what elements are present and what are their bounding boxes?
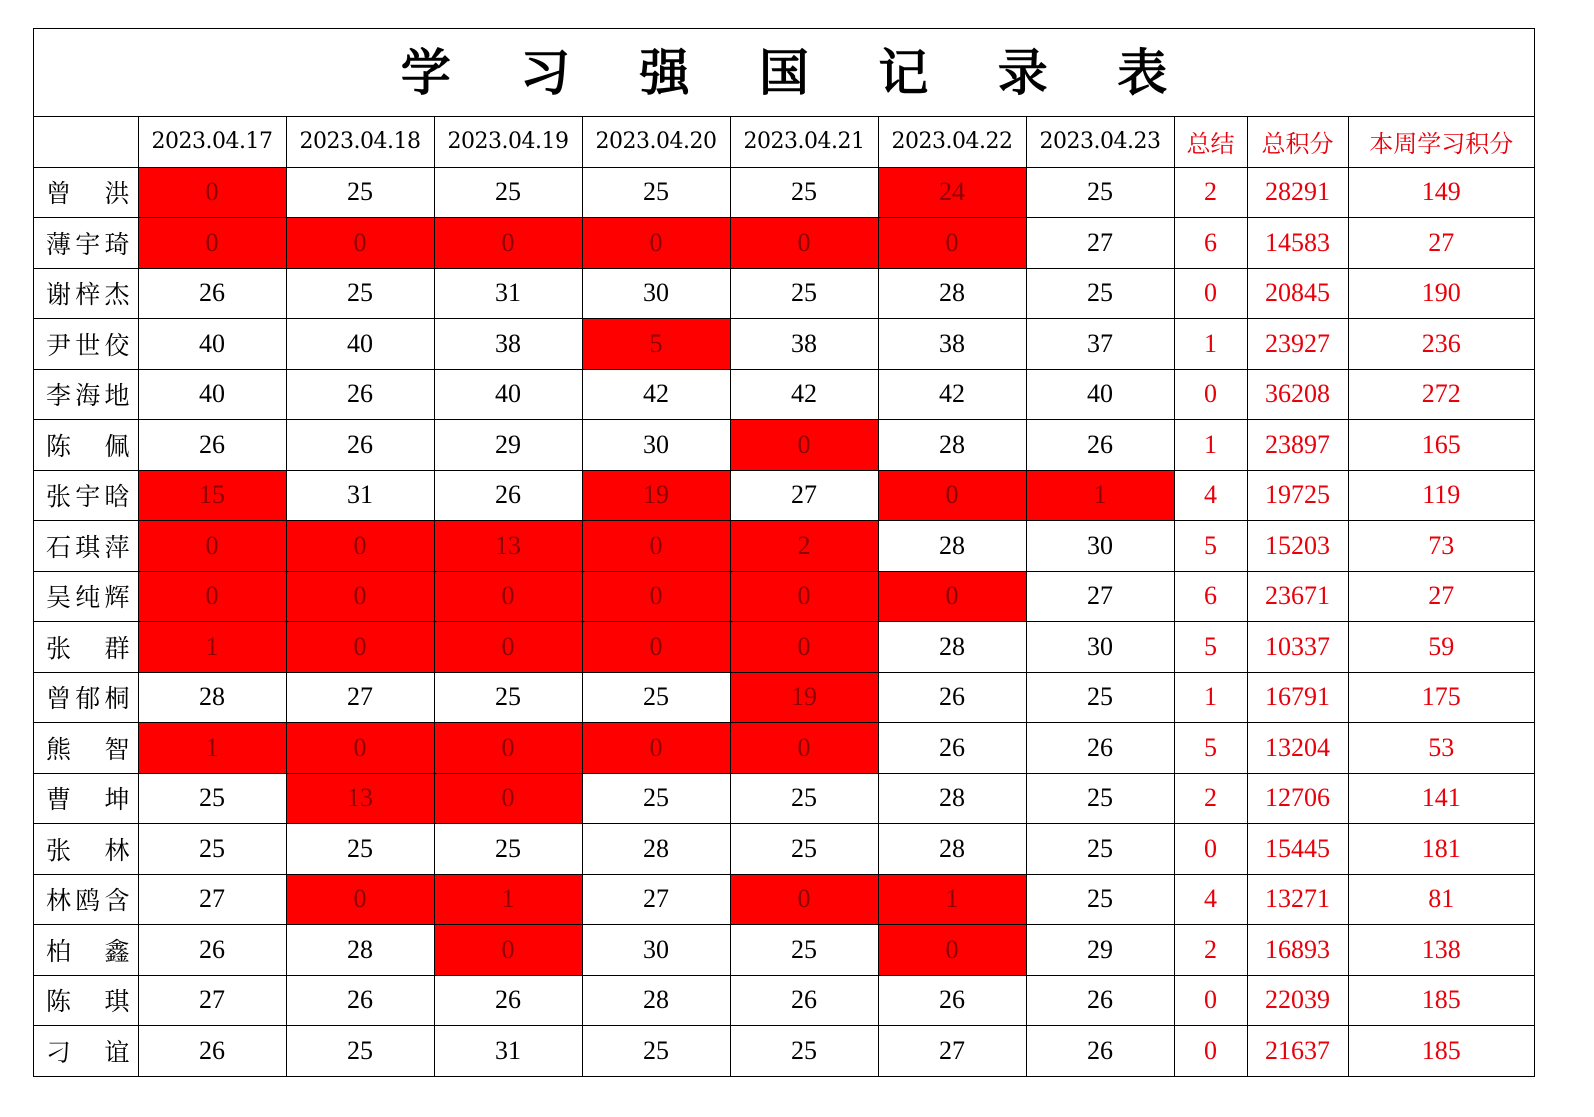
daily-score: 0 [286,622,434,673]
daily-score: 40 [138,369,286,420]
student-name: 李海地 [34,369,138,420]
summary-count: 0 [1174,824,1247,875]
daily-score: 42 [878,369,1026,420]
weekly-points: 59 [1348,622,1534,673]
daily-score: 28 [582,824,730,875]
weekly-points: 185 [1348,1026,1534,1076]
daily-score: 0 [138,218,286,269]
student-name: 吴纯辉 [34,571,138,622]
header-row [34,117,1534,167]
weekly-points: 272 [1348,369,1534,420]
summary-count: 2 [1174,773,1247,824]
daily-score: 42 [730,369,878,420]
daily-score: 0 [286,723,434,774]
weekly-points: 165 [1348,420,1534,471]
student-name: 刁 谊 [34,1026,138,1076]
daily-score: 2 [730,521,878,572]
student-name: 熊 智 [34,723,138,774]
daily-score: 27 [1026,218,1174,269]
total-points: 15203 [1247,521,1348,572]
daily-score: 0 [878,571,1026,622]
daily-score: 31 [286,470,434,521]
header-summary: 总结 [1174,117,1247,167]
summary-count: 0 [1174,975,1247,1026]
daily-score: 30 [582,268,730,319]
daily-score: 24 [878,167,1026,218]
daily-score: 26 [286,975,434,1026]
daily-score: 1 [138,622,286,673]
total-points: 28291 [1247,167,1348,218]
daily-score: 25 [286,268,434,319]
daily-score: 28 [878,622,1026,673]
table-row [34,319,1534,370]
daily-score: 25 [434,672,582,723]
total-points: 22039 [1247,975,1348,1026]
daily-score: 27 [582,874,730,925]
weekly-points: 119 [1348,470,1534,521]
daily-score: 26 [138,1026,286,1076]
daily-score: 25 [1026,874,1174,925]
total-points: 16893 [1247,925,1348,976]
weekly-points: 27 [1348,218,1534,269]
weekly-points: 190 [1348,268,1534,319]
summary-count: 0 [1174,369,1247,420]
record-sheet [33,28,1535,1077]
sheet-title: 学 习 强 国 记 录 表 [34,29,1534,117]
daily-score: 40 [138,319,286,370]
daily-score: 26 [730,975,878,1026]
header-date: 2023.04.22 [878,117,1026,167]
daily-score: 25 [1026,268,1174,319]
student-name: 曹 坤 [34,773,138,824]
daily-score: 0 [730,571,878,622]
total-points: 20845 [1247,268,1348,319]
table-row [34,571,1534,622]
daily-score: 25 [730,773,878,824]
summary-count: 4 [1174,874,1247,925]
daily-score: 0 [582,571,730,622]
summary-count: 4 [1174,470,1247,521]
daily-score: 13 [434,521,582,572]
daily-score: 0 [730,622,878,673]
table-row [34,622,1534,673]
table-row [34,723,1534,774]
header-date: 2023.04.19 [434,117,582,167]
header-weekly: 本周学习积分 [1348,117,1534,167]
daily-score: 0 [878,925,1026,976]
total-points: 13271 [1247,874,1348,925]
total-points: 15445 [1247,824,1348,875]
daily-score: 29 [1026,925,1174,976]
daily-score: 25 [138,824,286,875]
total-points: 23927 [1247,319,1348,370]
record-table [34,117,1534,1076]
table-row [34,975,1534,1026]
daily-score: 0 [286,571,434,622]
student-name: 谢梓杰 [34,268,138,319]
total-points: 23897 [1247,420,1348,471]
student-name: 陈 佩 [34,420,138,471]
daily-score: 27 [138,874,286,925]
daily-score: 26 [1026,1026,1174,1076]
summary-count: 0 [1174,1026,1247,1076]
daily-score: 26 [138,420,286,471]
daily-score: 0 [434,622,582,673]
daily-score: 25 [730,1026,878,1076]
weekly-points: 81 [1348,874,1534,925]
table-row [34,773,1534,824]
table-row [34,420,1534,471]
daily-score: 27 [286,672,434,723]
summary-count: 5 [1174,622,1247,673]
daily-score: 0 [730,874,878,925]
table-row [34,218,1534,269]
daily-score: 40 [1026,369,1174,420]
daily-score: 29 [434,420,582,471]
header-date: 2023.04.18 [286,117,434,167]
daily-score: 0 [582,622,730,673]
daily-score: 26 [878,723,1026,774]
daily-score: 26 [286,369,434,420]
daily-score: 27 [1026,571,1174,622]
summary-count: 1 [1174,420,1247,471]
daily-score: 0 [730,420,878,471]
weekly-points: 141 [1348,773,1534,824]
daily-score: 28 [878,420,1026,471]
daily-score: 0 [730,723,878,774]
summary-count: 1 [1174,672,1247,723]
daily-score: 31 [434,268,582,319]
daily-score: 25 [582,1026,730,1076]
summary-count: 1 [1174,319,1247,370]
daily-score: 40 [434,369,582,420]
daily-score: 0 [434,571,582,622]
daily-score: 25 [730,925,878,976]
summary-count: 2 [1174,925,1247,976]
daily-score: 25 [434,824,582,875]
weekly-points: 185 [1348,975,1534,1026]
weekly-points: 53 [1348,723,1534,774]
summary-count: 6 [1174,218,1247,269]
summary-count: 5 [1174,521,1247,572]
table-row [34,672,1534,723]
daily-score: 1 [1026,470,1174,521]
total-points: 14583 [1247,218,1348,269]
student-name: 张宇晗 [34,470,138,521]
weekly-points: 138 [1348,925,1534,976]
student-name: 石琪萍 [34,521,138,572]
daily-score: 40 [286,319,434,370]
weekly-points: 175 [1348,672,1534,723]
daily-score: 25 [582,773,730,824]
daily-score: 0 [286,874,434,925]
daily-score: 26 [878,672,1026,723]
total-points: 23671 [1247,571,1348,622]
daily-score: 31 [434,1026,582,1076]
daily-score: 0 [286,218,434,269]
daily-score: 42 [582,369,730,420]
total-points: 21637 [1247,1026,1348,1076]
student-name: 陈 琪 [34,975,138,1026]
total-points: 16791 [1247,672,1348,723]
total-points: 36208 [1247,369,1348,420]
daily-score: 0 [730,218,878,269]
student-name: 薄宇琦 [34,218,138,269]
daily-score: 28 [582,975,730,1026]
daily-score: 0 [138,571,286,622]
daily-score: 37 [1026,319,1174,370]
daily-score: 26 [434,470,582,521]
student-name: 柏 鑫 [34,925,138,976]
total-points: 12706 [1247,773,1348,824]
summary-count: 5 [1174,723,1247,774]
daily-score: 0 [582,723,730,774]
table-row [34,925,1534,976]
header-date: 2023.04.17 [138,117,286,167]
weekly-points: 149 [1348,167,1534,218]
daily-score: 25 [730,824,878,875]
daily-score: 0 [434,723,582,774]
daily-score: 26 [1026,723,1174,774]
daily-score: 26 [434,975,582,1026]
summary-count: 0 [1174,268,1247,319]
daily-score: 30 [1026,521,1174,572]
daily-score: 25 [138,773,286,824]
daily-score: 25 [1026,773,1174,824]
weekly-points: 181 [1348,824,1534,875]
daily-score: 1 [878,874,1026,925]
daily-score: 5 [582,319,730,370]
table-row [34,167,1534,218]
table-row [34,521,1534,572]
student-name: 曾 洪 [34,167,138,218]
daily-score: 15 [138,470,286,521]
daily-score: 1 [434,874,582,925]
daily-score: 28 [878,268,1026,319]
weekly-points: 27 [1348,571,1534,622]
daily-score: 38 [878,319,1026,370]
daily-score: 0 [434,773,582,824]
table-row [34,470,1534,521]
weekly-points: 236 [1348,319,1534,370]
daily-score: 28 [878,824,1026,875]
total-points: 13204 [1247,723,1348,774]
daily-score: 28 [878,521,1026,572]
daily-score: 38 [434,319,582,370]
daily-score: 19 [582,470,730,521]
daily-score: 25 [286,167,434,218]
daily-score: 26 [878,975,1026,1026]
table-row [34,369,1534,420]
daily-score: 26 [138,925,286,976]
daily-score: 0 [434,218,582,269]
daily-score: 25 [286,824,434,875]
weekly-points: 73 [1348,521,1534,572]
daily-score: 0 [878,470,1026,521]
daily-score: 13 [286,773,434,824]
student-name: 尹世佼 [34,319,138,370]
daily-score: 25 [730,268,878,319]
daily-score: 0 [138,167,286,218]
header-date: 2023.04.23 [1026,117,1174,167]
daily-score: 0 [878,218,1026,269]
daily-score: 25 [1026,167,1174,218]
table-row [34,824,1534,875]
daily-score: 26 [1026,975,1174,1026]
daily-score: 26 [286,420,434,471]
student-name: 张 群 [34,622,138,673]
daily-score: 27 [730,470,878,521]
daily-score: 0 [582,218,730,269]
table-row [34,874,1534,925]
daily-score: 0 [434,925,582,976]
total-points: 19725 [1247,470,1348,521]
daily-score: 30 [582,925,730,976]
daily-score: 25 [582,167,730,218]
daily-score: 25 [730,167,878,218]
daily-score: 0 [138,521,286,572]
summary-count: 2 [1174,167,1247,218]
daily-score: 27 [138,975,286,1026]
header-date: 2023.04.20 [582,117,730,167]
daily-score: 25 [582,672,730,723]
table-row [34,268,1534,319]
student-name: 曾郁桐 [34,672,138,723]
total-points: 10337 [1247,622,1348,673]
daily-score: 26 [1026,420,1174,471]
daily-score: 28 [286,925,434,976]
summary-count: 6 [1174,571,1247,622]
daily-score: 28 [878,773,1026,824]
daily-score: 0 [582,521,730,572]
daily-score: 25 [434,167,582,218]
daily-score: 27 [878,1026,1026,1076]
header-date: 2023.04.21 [730,117,878,167]
daily-score: 25 [1026,824,1174,875]
daily-score: 0 [286,521,434,572]
daily-score: 28 [138,672,286,723]
table-row [34,1026,1534,1076]
daily-score: 26 [138,268,286,319]
daily-score: 19 [730,672,878,723]
daily-score: 1 [138,723,286,774]
daily-score: 25 [286,1026,434,1076]
daily-score: 38 [730,319,878,370]
header-total: 总积分 [1247,117,1348,167]
daily-score: 30 [1026,622,1174,673]
student-name: 张 林 [34,824,138,875]
header-name [34,117,138,167]
daily-score: 25 [1026,672,1174,723]
student-name: 林鸥含 [34,874,138,925]
daily-score: 30 [582,420,730,471]
